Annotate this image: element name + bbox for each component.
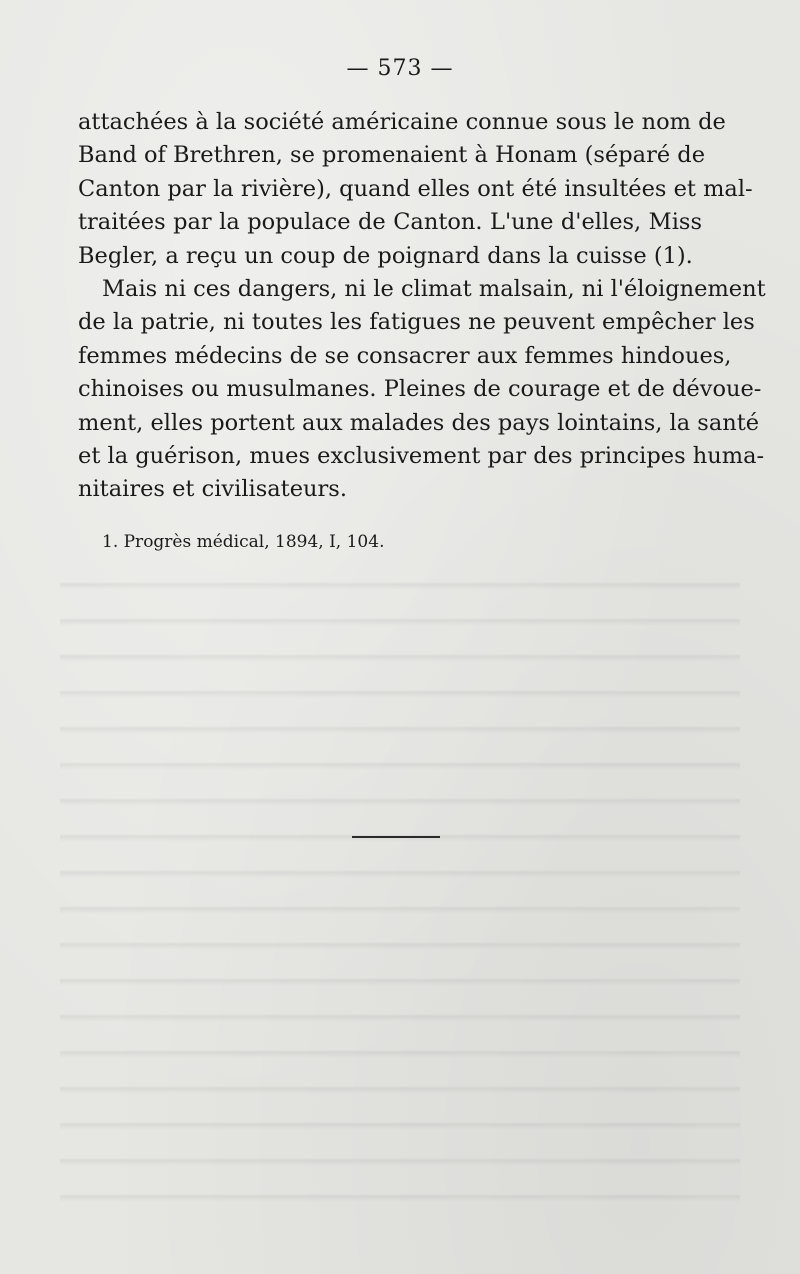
text-line: Band of Brethren, se promenaient à Honam (séparé de	[78, 142, 706, 169]
text-line: nitaires et civilisateurs.	[78, 476, 347, 503]
text-line: et la guérison, mues exclusivement par des principes huma-	[78, 443, 765, 470]
text-line: Mais ni ces dangers, ni le climat malsain, ni l'éloignement	[102, 276, 766, 303]
page-number: — 573 —	[346, 56, 454, 81]
text-line: de la patrie, ni toutes les fatigues ne peuvent empêcher les	[78, 309, 755, 336]
section-rule	[352, 836, 440, 838]
text-line: traitées par la populace de Canton. L'une d'elles, Miss	[78, 209, 702, 236]
text-line: Begler, a reçu un coup de poignard dans la cuisse (1).	[78, 242, 693, 269]
paragraph-1	[78, 106, 753, 273]
text-line: Canton par la rivière), quand elles ont été insultées et mal-	[78, 175, 753, 202]
body-text	[78, 106, 766, 507]
footnote: 1. Progrès médical, 1894, I, 104.	[102, 532, 385, 552]
text-line: attachées à la société américaine connue sous le nom de	[78, 109, 726, 135]
paragraph-2	[78, 273, 766, 507]
bleed-through-texture	[60, 560, 740, 1220]
text-line: femmes médecins de se consacrer aux femmes hindoues,	[78, 342, 732, 369]
text-line: chinoises ou musulmanes. Pleines de courage et de dévoue-	[78, 376, 762, 403]
text-line: ment, elles portent aux malades des pays lointains, la santé	[78, 409, 760, 436]
